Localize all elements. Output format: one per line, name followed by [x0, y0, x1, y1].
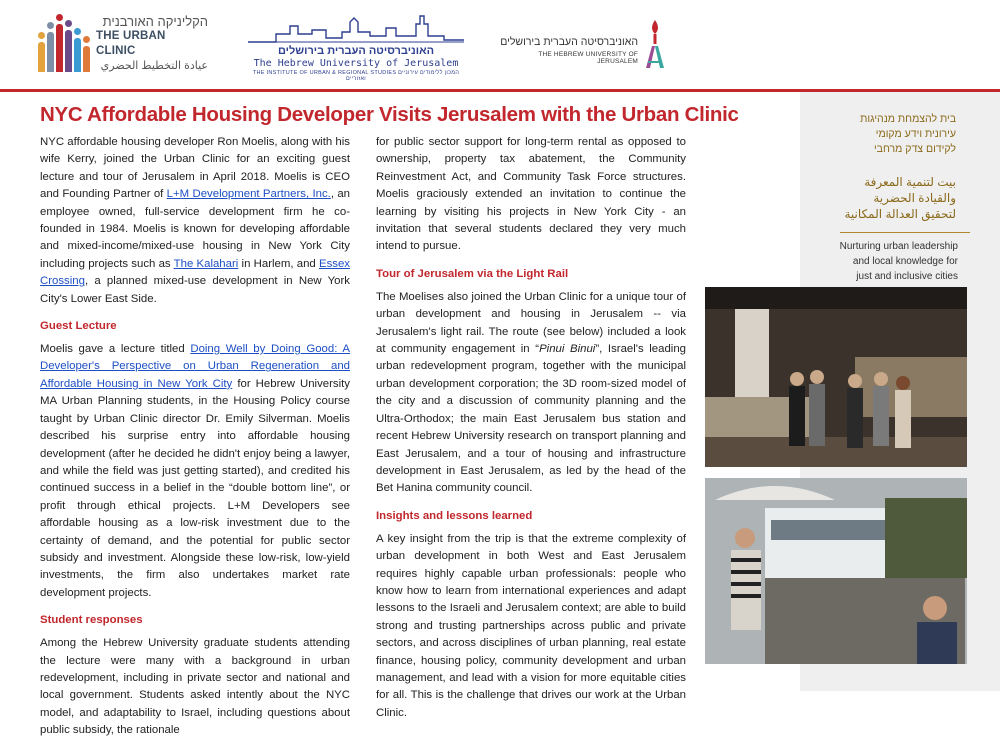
urban-clinic-english: THE URBAN CLINIC — [96, 30, 166, 57]
sidebar-english-line: just and inclusive cities — [856, 271, 958, 282]
urban-clinic-logo — [38, 12, 208, 72]
sidebar-english-line: Nurturing urban leadership — [839, 241, 958, 252]
hebrew-university-english: THE HEBREW UNIVERSITY OF JERUSALEM — [538, 51, 638, 65]
sidebar-hebrew-tagline — [800, 112, 956, 157]
sidebar-hebrew-line: בית להצמחת מנהיגות — [860, 113, 956, 125]
intro-paragraph — [40, 134, 350, 308]
sidebar-divider — [840, 232, 970, 233]
article-column-1 — [40, 134, 350, 750]
sidebar-english-line: and local knowledge for — [852, 256, 958, 267]
kalahari-link[interactable]: The Kalahari — [173, 257, 239, 270]
huji-hebrew-name: האוניברסיטה העברית בירושלים — [277, 45, 435, 57]
huji-institute-name: THE INSTITUTE OF URBAN & REGIONAL STUDIES המכון ללימודים עירוניים ואזוריים — [252, 70, 460, 82]
intro-text: , an employee owned, full-service development firm he co-founded in 1984. Moelis is known for developing affordable and mixed-income/mixed-use housing in New York City including projects such as — [40, 188, 350, 270]
hebrew-university-emblem-icon — [642, 18, 668, 70]
light-rail-photo — [705, 478, 967, 664]
sidebar-english-tagline — [800, 239, 958, 284]
sidebar-arabic-tagline — [800, 174, 956, 222]
sidebar-arabic-line: بيت لتنمية المعرفة — [864, 175, 956, 189]
article-title: NYC Affordable Housing Developer Visits Jerusalem with the Urban Clinic — [40, 103, 739, 126]
huji-institute-logo — [246, 12, 466, 82]
guest-text: for Hebrew University MA Urban Planning students, in the Housing Policy course taught by Urban Clinic director Dr. Emily Silverman. Moelis described his surprise entry into affordable housing development (after he decided he didn't enjoy being a lawyer, and while the field was just getting started), and credited his continued success in a belief in the “double bottom line”, or profit through ethical projects. L+M Developers see affordable housing as a low-risk investment due to the certainty of demand, and the potential for public sector subsidy and investment. Alongside these low-risk, low-yield investments, the firm also undertakes market rate development projects. — [40, 377, 350, 599]
sidebar-arabic-line: لتحقيق العدالة المكانية — [844, 207, 956, 221]
hebrew-university-hebrew: האוניברסיטה העברית בירושלים — [500, 36, 638, 48]
intro-text: NYC affordable housing developer Ron Moelis, along with his wife Kerry, joined the Urban Clinic for an exciting guest lecture and tour of Jerusalem in April 2018. Moelis is CEO and Founding Partner of — [40, 136, 350, 201]
lm-development-link[interactable]: L+M Development Partners, Inc. — [166, 188, 331, 201]
intro-text: in Harlem, and — [238, 257, 319, 270]
guest-lecture-heading: Guest Lecture — [40, 320, 117, 333]
hebrew-university-logo — [500, 18, 670, 70]
student-responses-heading: Student responses — [40, 614, 143, 627]
student-responses-paragraph: Among the Hebrew University graduate students attending the lecture were many with a background in urban redevelopment, including in private sector and national and local government. Students asked intently about the NYC model, and adaptability to Israel, including questions about public subsidy, the rationale — [40, 637, 350, 737]
essex-crossing-link[interactable]: Essex Crossing — [40, 257, 351, 288]
student-responses-continued: for public sector support for long-term rental as opposed to ownership, property tax abatement, the Community Reinvestment Act, and Community Task Force structures. Moelis graciously extended an invitation to continue the learning by visiting his projects in New York City - an invitation that several students declared they very much intend to pursue. — [376, 136, 686, 253]
guest-lecture-paragraph — [40, 341, 350, 602]
urban-clinic-hebrew: הקליניקה האורבנית — [102, 14, 208, 29]
group-photo-illustration — [705, 287, 967, 467]
light-rail-illustration — [705, 478, 967, 664]
urban-clinic-arabic: عيادة التخطيط الحضري — [100, 60, 208, 72]
sidebar-arabic-line: والقيادة الحضرية — [873, 191, 956, 205]
pinui-binui-term: Pinui Binui — [539, 343, 596, 356]
group-photo-model-room — [705, 287, 967, 467]
guest-text: Moelis gave a lecture titled — [40, 343, 191, 356]
light-rail-tour-heading: Tour of Jerusalem via the Light Rail — [376, 267, 569, 280]
lecture-title-link[interactable]: Doing Well by Doing Good: A Developer's Perspective on Urban Regeneration and Affordable Housing in New York City — [40, 343, 350, 390]
jerusalem-skyline-icon — [246, 12, 466, 44]
intro-text: , a planned mixed-use development in New York City's Lower East Side. — [40, 275, 350, 305]
tour-text: ”, Israel's leading urban redevelopment program, together with the municipal urban development corporation; the 3D room-sized model of the city and a discussion of community planning and the Ultra-Orthodox; the main East Jerusalem bus station and recent Hebrew University research on transport planning and East Jerusalem, and a tour of housing and infrastructure development in East Jerusalem, as led by the head of the Bet Hanina community council. — [376, 343, 687, 495]
insights-paragraph: A key insight from the trip is that the extreme complexity of urban development in both West and East Jerusalem requires highly capable urban professionals: people who know how to learn from international experiences and adapt lessons to the Israeli and Jerusalem context; are able to build strong and trusting partnerships across public and private sectors, and across disciplines of urban planning, real estate finance, housing policy, community development and urban management, and lead with a vision for more equitable cities for all. This is the challenge that drives our work at the Urban Clinic. — [376, 532, 686, 719]
page-header — [0, 0, 1000, 86]
insights-heading: Insights and lessons learned — [376, 509, 533, 522]
tour-text: The Moelises also joined the Urban Clinic for a unique tour of urban development and housing in Jerusalem -- via Jerusalem's light rail. The route (see below) included a look at community engagement in “ — [376, 290, 686, 356]
urban-clinic-figures-icon — [38, 12, 92, 72]
sidebar-hebrew-line: לקידום צדק מרחבי — [873, 143, 956, 155]
huji-english-name: The Hebrew University of Jerusalem — [253, 58, 459, 69]
sidebar-hebrew-line: עירונית וידע מקומי — [875, 128, 956, 140]
article-column-2 — [376, 134, 686, 732]
light-rail-tour-paragraph — [376, 289, 686, 498]
